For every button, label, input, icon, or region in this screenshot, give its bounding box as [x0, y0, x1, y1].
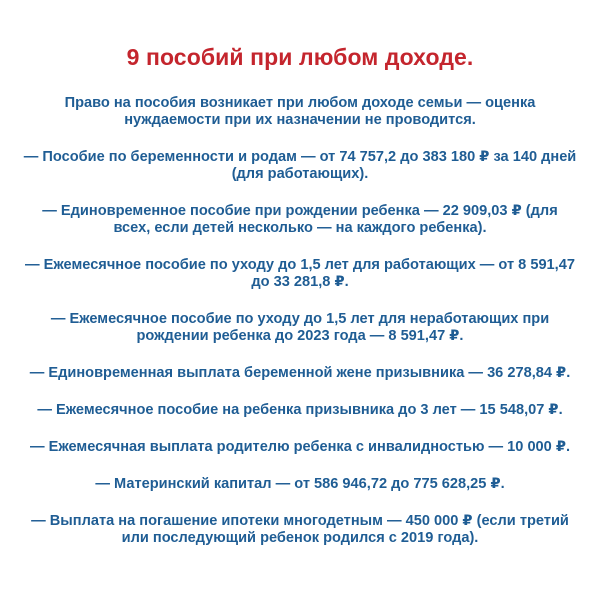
benefit-item-care-nonworking: — Ежемесячное пособие по уходу до 1,5 лет для неработающих при рождении ребенка до 2023 года — 8 591,47 ₽. [50, 311, 550, 344]
benefit-item-conscript-wife: — Единовременная выплата беременной жене призывника — 36 278,84 ₽. [29, 365, 571, 381]
benefit-item-mortgage: — Выплата на погашение ипотеки многодетным — 450 000 ₽ (если третий или последующий ребенок родился с 2019 года). [31, 513, 569, 546]
benefit-item-disabled-child: — Ежемесячная выплата родителю ребенка с инвалидностью — 10 000 ₽. [29, 439, 571, 455]
benefit-item-maternity-capital: — Материнский капитал — от 586 946,72 до 775 628,25 ₽. [95, 476, 505, 492]
intro-text: Право на пособия возникает при любом доходе семьи — оценка нуждаемости при их назначении не проводится. [64, 95, 536, 128]
page-title: 9 пособий при любом доходе. [126, 44, 474, 71]
benefits-list [22, 95, 578, 547]
benefit-item-conscript-child: — Ежемесячное пособие на ребенка призывника до 3 лет — 15 548,07 ₽. [37, 402, 563, 418]
benefit-item-birth-lump-sum: — Единовременное пособие при рождении ребенка — 22 909,03 ₽ (для всех, если детей несколько — на каждого ребенка). [42, 203, 558, 236]
benefit-item-care-working: — Ежемесячное пособие по уходу до 1,5 лет для работающих — от 8 591,47 до 33 281,8 ₽. [25, 257, 575, 290]
benefit-item-maternity: — Пособие по беременности и родам — от 74 757,2 до 383 180 ₽ за 140 дней (для работающих). [23, 149, 577, 182]
